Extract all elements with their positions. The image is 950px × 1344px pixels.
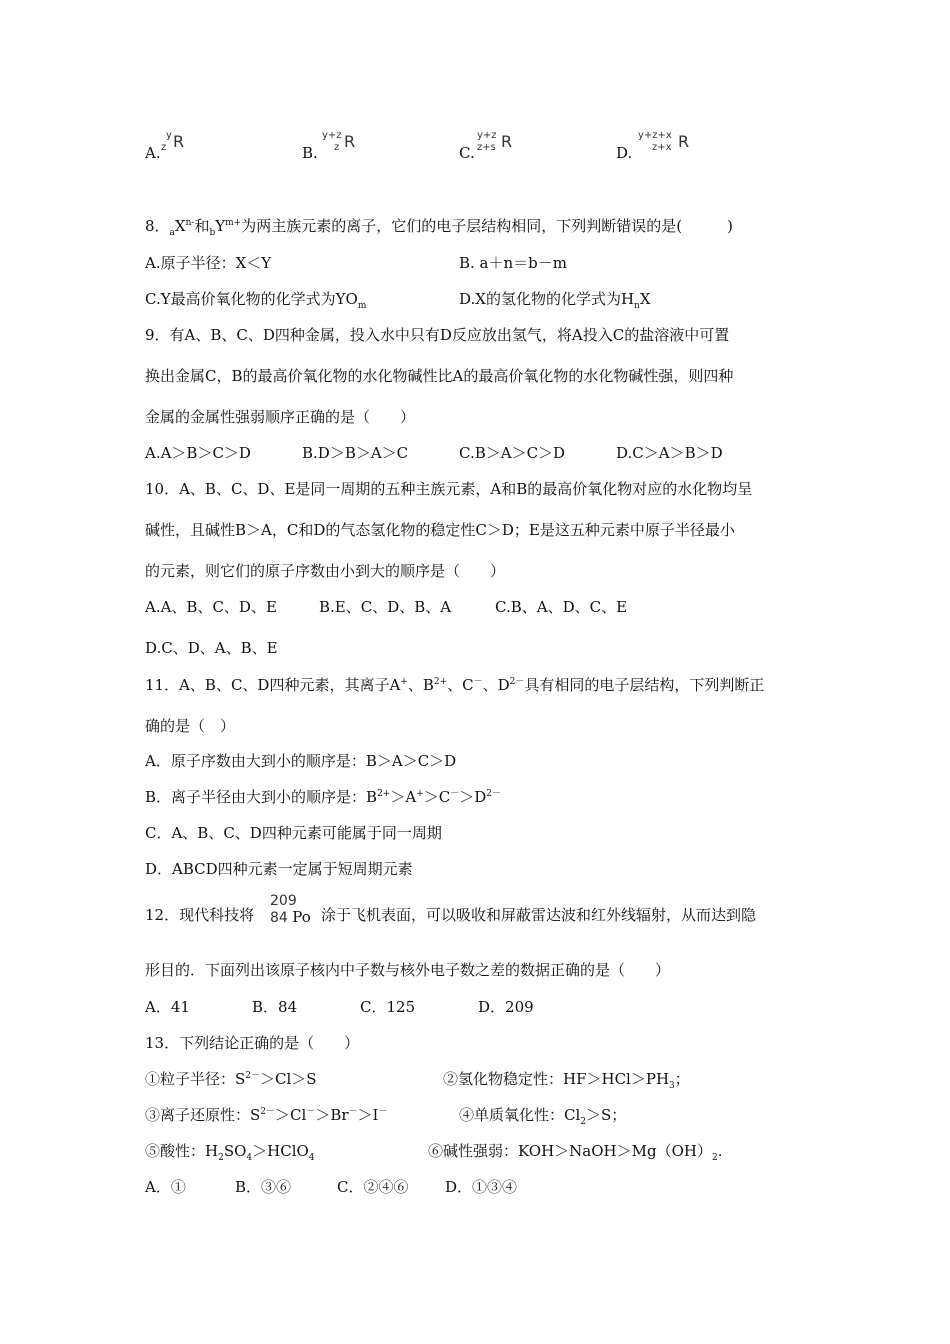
q11-line-1 [145, 675, 764, 695]
q9-option-b: B.D＞B＞A＞C [302, 444, 409, 462]
q13-i5-b: SO [223, 1142, 247, 1160]
q13-item-5 [145, 1141, 315, 1161]
q13-option-b: B．③⑥ [235, 1178, 292, 1196]
q13-i2-text: ②氢化物稳定性：HF＞HCl＞PH [443, 1070, 670, 1088]
q13-i2-tail: ； [674, 1070, 690, 1088]
q13-option-c: C．②④⑥ [337, 1178, 409, 1196]
q7-option-c-label: C. [459, 144, 475, 162]
q9-line-1: 9．有A、B、C、D四种金属，投入水中只有D反应放出氢气，将A投入C的盐溶液中可置 [145, 326, 730, 344]
q7-a-bot: z [161, 142, 167, 153]
q9-line-3: 金属的金属性强弱顺序正确的是（ ） [145, 408, 416, 426]
q11-sup-b: 2+ [433, 677, 448, 687]
q8-stem-text: 为两主族元素的离子，它们的电子层结构相同，下列判断错误的是( ) [241, 217, 733, 235]
q13-i5-sub2: 4 [246, 1153, 253, 1163]
q13-i6-sub: 2 [711, 1153, 718, 1163]
q13-i1-sup: 2－ [245, 1071, 261, 1081]
q13-i6-text: ⑥碱性强弱：KOH＞NaOH＞Mg（OH） [428, 1142, 712, 1160]
q8-number: 8． [145, 217, 170, 235]
q11-option-c: C．A、B、C、D四种元素可能属于同一周期 [145, 824, 442, 842]
q8-y: Y [215, 217, 226, 235]
q8-option-d-tail: X [639, 290, 651, 308]
q7-b-top: y+z [322, 130, 342, 141]
q13-option-d: D．①③④ [445, 1178, 518, 1196]
q13-i3-b: ＞Cl [275, 1106, 307, 1124]
q8-option-c [145, 289, 366, 309]
q7-d-top: y+z+x [638, 130, 672, 141]
q7-c-sym: R [501, 132, 513, 151]
q13-option-a: A．① [145, 1178, 186, 1196]
q11-opt-b-sup3: + [416, 789, 424, 799]
q11-opt-b-sup5: － [450, 789, 460, 799]
q8-option-c-sub: m [357, 301, 367, 311]
q8-sup-m: m+ [225, 218, 242, 228]
q9-option-c: C.B＞A＞C＞D [459, 444, 566, 462]
q12-line-2: 形目的．下面列出该原子核内中子数与核外电子数之差的数据正确的是（ ） [145, 961, 671, 979]
q13-i4-text: ④单质氧化性：Cl [459, 1106, 581, 1124]
q12-symbol: Po [292, 908, 311, 926]
q13-i1-tail: ＞Cl＞S [260, 1070, 317, 1088]
q7-b-bot: z [334, 142, 340, 153]
q8-option-d [459, 289, 651, 309]
q13-i5-sub1: 2 [218, 1153, 224, 1163]
q7-c-top: y+z [477, 130, 497, 141]
q13-i5-sub3: 4 [308, 1153, 315, 1163]
q12-atomic-line [270, 909, 311, 926]
q11-text-e: 具有相同的电子层结构，下列判断正 [524, 676, 765, 694]
q11-text-c: 、C [447, 676, 474, 694]
q11-sup-c: － [473, 677, 483, 687]
q10-option-b: B.E、C、D、B、A [319, 598, 452, 616]
q13-item-6 [428, 1141, 722, 1161]
q13-i4-tail: ＞S； [586, 1106, 627, 1124]
q13-i3-text: ③离子还原性：S [145, 1106, 261, 1124]
q11-opt-b-t6: ＞D [459, 788, 487, 806]
q7-d-sym: R [678, 132, 690, 151]
q8-stem [145, 216, 733, 236]
q7-a-sym: R [173, 132, 185, 151]
q13-item-4 [459, 1105, 626, 1125]
q11-text-a: 11．A、B、C、D四种元素，其离子A [145, 676, 401, 694]
q11-option-a: A．原子序数由大到小的顺序是：B＞A＞C＞D [145, 752, 457, 770]
q13-i1-text: ①粒子半径：S [145, 1070, 246, 1088]
q10-line-1: 10．A、B、C、D、E是同一周期的五种主族元素，A和B的最高价氧化物对应的水化物均呈 [145, 480, 753, 498]
q8-option-d-text: D.X的氢化物的化学式为H [459, 290, 635, 308]
q11-opt-b-text: B．离子半径由大到小的顺序是：B [145, 788, 378, 806]
q8-sup-n: n- [185, 218, 195, 228]
q11-opt-b-sup1: 2+ [377, 789, 391, 799]
q12-option-d: D．209 [478, 998, 534, 1016]
q10-option-d: D.C、D、A、B、E [145, 639, 278, 657]
q7-d-bot: z+x [652, 142, 672, 153]
q13-item-3 [145, 1105, 387, 1125]
q7-option-b-label: B. [302, 144, 318, 162]
q8-sub-b: b [209, 228, 216, 238]
q11-sup-a: + [400, 677, 408, 687]
q13-i3-sup3: － [348, 1107, 358, 1117]
q8-option-c-text: C.Y最高价氧化物的化学式为YO [145, 290, 358, 308]
q8-and: 和 [194, 217, 210, 235]
q7-option-d-label: D. [616, 144, 633, 162]
q12-line-1-post: 涂于飞机表面，可以吸收和屏蔽雷达波和红外线辐射，从而达到隐 [321, 906, 757, 924]
q11-text-d: 、D [482, 676, 510, 694]
q12-nuclide [270, 893, 311, 926]
q12-option-c: C．125 [360, 998, 416, 1016]
q10-line-3: 的元素，则它们的原子序数由小到大的顺序是（ ） [145, 562, 506, 580]
q8-option-a: A.原子半径：X＜Y [145, 254, 272, 272]
q7-option-a-label: A. [145, 144, 161, 162]
q11-opt-b-t4: ＞C [423, 788, 451, 806]
q11-opt-b-sup7: 2－ [486, 789, 501, 799]
q13-item-1 [145, 1069, 317, 1089]
q7-a-top: y [166, 130, 172, 141]
q13-stem: 13．下列结论正确的是（ ） [145, 1034, 360, 1052]
q11-line-2: 确的是（ ） [145, 717, 236, 735]
q8-option-d-sub: n [634, 301, 640, 311]
q12-option-b: B．84 [252, 998, 298, 1016]
q11-option-d: D．ABCD四种元素一定属于短周期元素 [145, 860, 413, 878]
q13-i3-d: ＞I [357, 1106, 379, 1124]
q10-line-2: 碱性，且碱性B＞A，C和D的气态氢化物的稳定性C＞D；E是这五种元素中原子半径最小 [145, 521, 735, 539]
q13-i5-c: ＞HClO [252, 1142, 309, 1160]
q7-c-bot: z+s [477, 142, 496, 153]
q12-atomic-number: 84 [270, 910, 288, 926]
q13-i3-sup4: － [378, 1107, 388, 1117]
q13-i6-tail: . [717, 1142, 723, 1160]
q9-option-a: A.A＞B＞C＞D [145, 444, 251, 462]
q7-b-sym: R [344, 132, 356, 151]
q12-line-1-pre: 12．现代科技将 [145, 906, 255, 924]
q13-i3-sup2: － [306, 1107, 316, 1117]
q13-item-2 [443, 1069, 690, 1089]
q11-option-b [145, 787, 501, 807]
q10-option-a: A.A、B、C、D、E [145, 598, 277, 616]
q8-option-b: B. a＋n＝b－m [459, 254, 567, 272]
q13-i4-sub: 2 [580, 1117, 587, 1127]
q12-mass-number: 209 [270, 893, 297, 909]
q13-i3-c: ＞Br [315, 1106, 349, 1124]
q13-i5-text: ⑤酸性：H [145, 1142, 219, 1160]
q8-sub-a: a [169, 228, 175, 238]
q9-line-2: 换出金属C，B的最高价氧化物的水化物碱性比A的最高价氧化物的水化物碱性强，则四种 [145, 367, 734, 385]
q9-option-d: D.C＞A＞B＞D [616, 444, 723, 462]
q11-sup-d: 2－ [509, 677, 525, 687]
q8-x: X [174, 217, 186, 235]
q13-i2-sub: 3 [669, 1081, 675, 1091]
q13-i3-sup1: 2－ [260, 1107, 276, 1117]
q11-opt-b-t2: ＞A [390, 788, 417, 806]
q11-text-b: 、B [407, 676, 434, 694]
q10-option-c: C.B、A、D、C、E [495, 598, 628, 616]
q12-option-a: A．41 [145, 998, 190, 1016]
